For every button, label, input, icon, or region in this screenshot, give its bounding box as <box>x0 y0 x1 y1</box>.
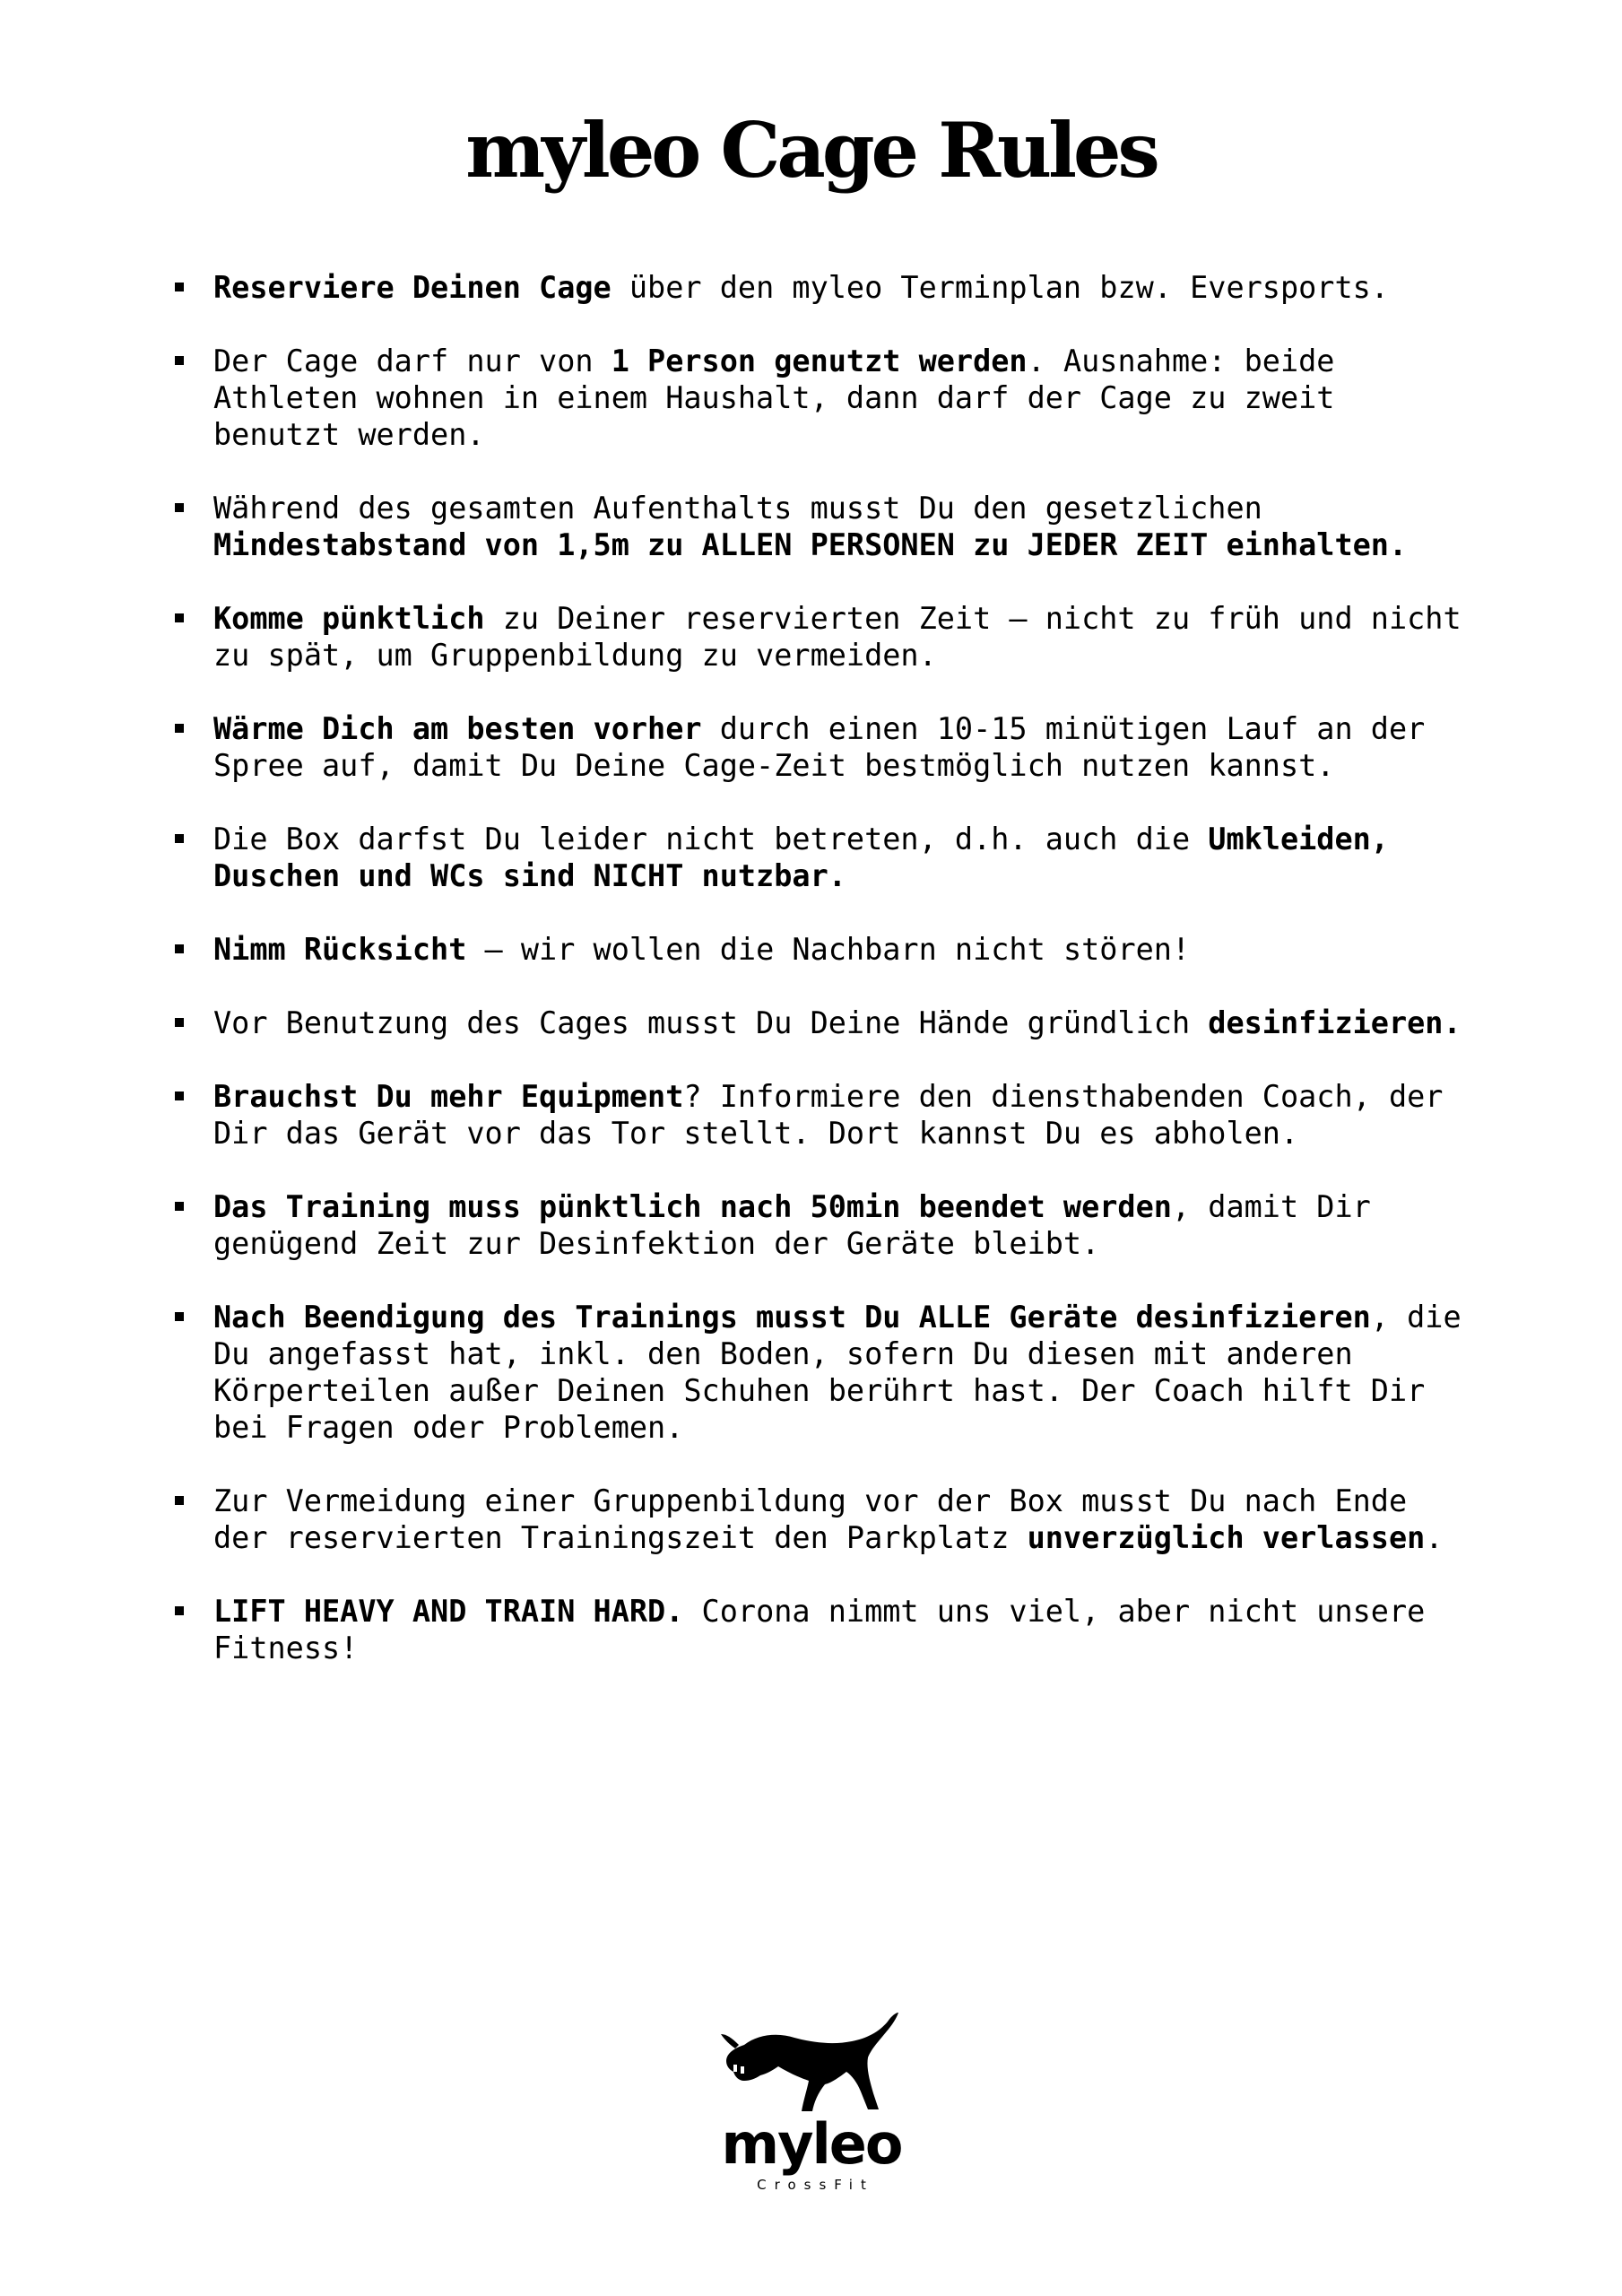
bullet-icon <box>175 1018 184 1027</box>
rule-text: Während des gesamten Aufenthalts musst Du den gesetzlichen <box>213 491 1280 526</box>
rule-text: – wir wollen die Nachbarn nicht stören! <box>466 932 1191 967</box>
rule-item <box>175 931 1475 968</box>
rules-list <box>175 269 1479 1703</box>
rule-text: ? Informiere den diensthabenden Coach, der Dir das Gerät vor das Tor stellt. Dort kannst Du es abholen. <box>213 1079 1462 1151</box>
rule-item <box>175 1299 1479 1446</box>
rule-text: , die Du angefasst hat, inkl. den Boden, sofern Du diesen mit anderen Körperteilen außer Deinen Schuhen berührt hast. Der Coach hilft Dir bei Fragen oder Problemen. <box>213 1300 1479 1445</box>
rule-text: Vor Benutzung des Cages musst Du Deine Hände gründlich <box>213 1005 1209 1040</box>
rule-text-bold: Komme pünktlich <box>213 601 485 636</box>
logo <box>708 2009 915 2206</box>
rule-text-bold: Das Training muss pünktlich nach 50min beendet werden <box>213 1189 1172 1224</box>
rule-item <box>175 821 1475 894</box>
rule-item <box>175 490 1475 563</box>
rule-text-bold: Mindestabstand von 1,5m zu ALLEN PERSONEN zu JEDER ZEIT einhalten. <box>213 527 1408 562</box>
rule-text: Der Cage darf nur von <box>213 344 612 378</box>
rule-text: . <box>1425 1520 1444 1555</box>
bullet-icon <box>175 1091 184 1100</box>
rule-item <box>175 1483 1475 1556</box>
rule-text: Corona nimmt uns viel, aber nicht unsere Fitness! <box>213 1594 1444 1665</box>
dog-icon <box>708 2009 915 2126</box>
rule-text-bold: Umkleiden, Duschen und WCs sind NICHT nutzbar. <box>213 822 1408 893</box>
bullet-icon <box>175 1202 184 1211</box>
rule-text-bold: Nach Beendigung des Trainings musst Du ALLE Geräte desinfizieren <box>213 1300 1371 1335</box>
rule-text-bold: desinfizieren. <box>1208 1005 1462 1040</box>
bullet-icon <box>175 1606 184 1615</box>
page-title: myleo Cage Rules <box>465 106 1157 195</box>
rule-item <box>175 1078 1475 1152</box>
rule-text: durch einen 10-15 minütigen Lauf an der Spree auf, damit Du Deine Cage-Zeit bestmöglich nutzen kannst. <box>213 711 1444 783</box>
rule-text-bold: Reserviere Deinen Cage <box>213 270 612 305</box>
rule-text-bold: 1 Person genutzt werden <box>611 344 1028 378</box>
bullet-icon <box>175 613 184 622</box>
rule-text: Zur Vermeidung einer Gruppenbildung vor der Box musst Du nach Ende der reservierten Trainingszeit den Parkplatz <box>213 1483 1426 1555</box>
bullet-icon <box>175 834 184 843</box>
rule-text-bold: Wärme Dich am besten vorher <box>213 711 702 746</box>
rule-item <box>175 1188 1475 1262</box>
bullet-icon <box>175 283 184 291</box>
rule-item <box>175 1593 1475 1666</box>
rule-text: zu Deiner reservierten Zeit – nicht zu früh und nicht zu spät, um Gruppenbildung zu vermeiden. <box>213 601 1479 673</box>
rule-item <box>175 269 1475 306</box>
bullet-icon <box>175 503 184 512</box>
bullet-icon <box>175 944 184 953</box>
rule-text-bold: unverzüglich verlassen <box>1027 1520 1426 1555</box>
rule-text: über den myleo Terminplan bzw. Eversports. <box>611 270 1389 305</box>
rule-item <box>175 1004 1475 1041</box>
rule-item <box>175 343 1475 453</box>
logo-subtitle: CrossFit <box>757 2177 874 2193</box>
bullet-icon <box>175 1312 184 1321</box>
rule-text: . Ausnahme: beide Athleten wohnen in einem Haushalt, dann darf der Cage zu zweit benutzt werden. <box>213 344 1353 452</box>
rule-text-bold: Brauchst Du mehr Equipment <box>213 1079 684 1114</box>
bullet-icon <box>175 356 184 365</box>
bullet-icon <box>175 724 184 733</box>
rule-item <box>175 600 1479 674</box>
rule-text-bold: LIFT HEAVY AND TRAIN HARD. <box>213 1594 684 1629</box>
rule-text: Die Box darfst Du leider nicht betreten, d.h. auch die <box>213 822 1209 857</box>
rule-text: , damit Dir genügend Zeit zur Desinfektion der Geräte bleibt. <box>213 1189 1389 1261</box>
rule-item <box>175 710 1475 784</box>
rule-text-bold: Nimm Rücksicht <box>213 932 467 967</box>
logo-wordmark: myleo <box>721 2111 902 2177</box>
bullet-icon <box>175 1496 184 1505</box>
